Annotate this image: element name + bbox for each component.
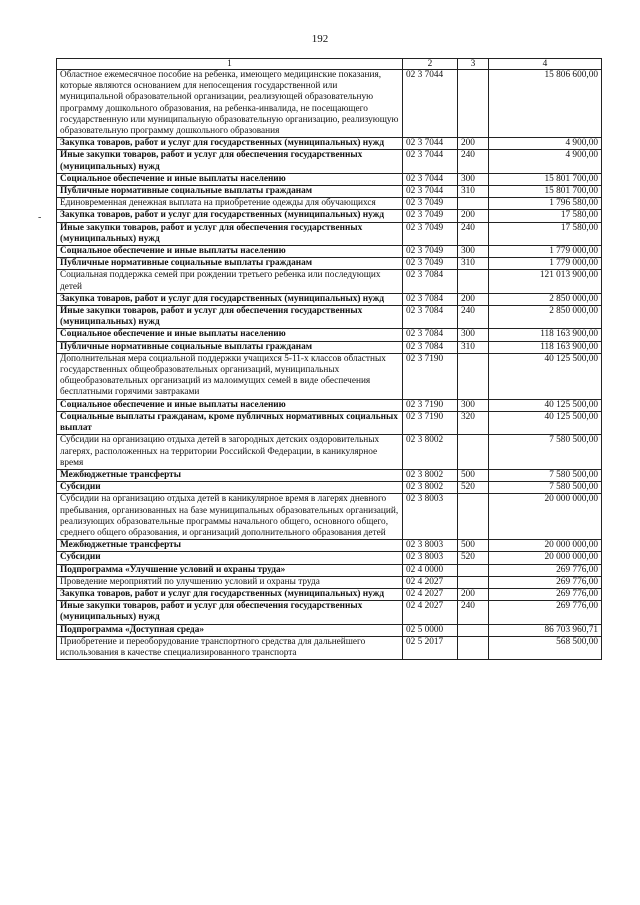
table-row (57, 494, 602, 540)
row-amount: 269 776,00 (489, 588, 602, 600)
table-row (57, 138, 602, 150)
row-name: Публичные нормативные социальные выплаты гражданам (57, 258, 403, 270)
row-name: Социальное обеспечение и иные выплаты населению (57, 173, 403, 185)
row-amount: 269 776,00 (489, 576, 602, 588)
table-row (57, 482, 602, 494)
row-type (458, 198, 489, 210)
row-code: 02 3 7044 (403, 70, 458, 138)
row-type: 500 (458, 469, 489, 481)
row-amount: 1 779 000,00 (489, 246, 602, 258)
row-code: 02 3 7190 (403, 399, 458, 411)
table-row (57, 588, 602, 600)
row-amount: 20 000 000,00 (489, 540, 602, 552)
row-name: Социальные выплаты гражданам, кроме публичных нормативных социальных выплат (57, 411, 403, 434)
table-row (57, 353, 602, 399)
header-col-2: 2 (403, 59, 458, 70)
table-row (57, 198, 602, 210)
row-name: Социальное обеспечение и иные выплаты населению (57, 246, 403, 258)
row-name: Единовременная денежная выплата на приобретение одежды для обучающихся (57, 198, 403, 210)
row-name: Закупка товаров, работ и услуг для государственных (муниципальных) нужд (57, 210, 403, 222)
row-name: Закупка товаров, работ и услуг для государственных (муниципальных) нужд (57, 293, 403, 305)
row-name: Иные закупки товаров, работ и услуг для обеспечения государственных (муниципальных) нужд (57, 222, 403, 245)
row-name: Иные закупки товаров, работ и услуг для обеспечения государственных (муниципальных) нужд (57, 306, 403, 329)
row-name: Межбюджетные трансферты (57, 540, 403, 552)
row-amount: 7 580 500,00 (489, 482, 602, 494)
row-name: Закупка товаров, работ и услуг для государственных (муниципальных) нужд (57, 138, 403, 150)
table-body (57, 70, 602, 660)
row-name: Субсидии на организацию отдыха детей в каникулярное время в лагерях дневного пребывания, организованных на базе муниципальных образовательных организаций, реализующих образовательные программы начального общего, основного общего, среднего общего образования, и организаций дополнительного образования детей (57, 494, 403, 540)
row-code: 02 3 7190 (403, 353, 458, 399)
row-amount: 568 500,00 (489, 636, 602, 659)
row-amount: 17 580,00 (489, 222, 602, 245)
row-name: Межбюджетные трансферты (57, 469, 403, 481)
row-code: 02 3 8003 (403, 540, 458, 552)
row-amount: 15 801 700,00 (489, 186, 602, 198)
row-code: 02 4 2027 (403, 588, 458, 600)
row-name: Публичные нормативные социальные выплаты гражданам (57, 341, 403, 353)
row-type: 520 (458, 482, 489, 494)
row-type: 240 (458, 601, 489, 624)
row-name: Приобретение и переоборудование транспортного средства для дальнейшего использования в качестве специализированного транспорта (57, 636, 403, 659)
margin-mark: - (38, 212, 42, 223)
row-code: 02 3 8002 (403, 469, 458, 481)
row-type (458, 270, 489, 293)
row-code: 02 3 7084 (403, 306, 458, 329)
row-name: Дополнительная мера социальной поддержки учащихся 5-11-х классов областных государственных общеобразовательных организаций, муниципальных общеобразовательных организаций из малоимущих семей в виде обеспечения бесплатными горячими завтраками (57, 353, 403, 399)
row-code: 02 3 7044 (403, 150, 458, 173)
row-code: 02 3 7084 (403, 270, 458, 293)
row-type: 300 (458, 173, 489, 185)
row-code: 02 3 7084 (403, 341, 458, 353)
row-code: 02 3 7190 (403, 411, 458, 434)
row-type (458, 624, 489, 636)
row-code: 02 3 7049 (403, 246, 458, 258)
row-code: 02 3 7049 (403, 210, 458, 222)
table-row (57, 186, 602, 198)
row-amount: 40 125 500,00 (489, 353, 602, 399)
row-amount: 269 776,00 (489, 601, 602, 624)
table-row (57, 270, 602, 293)
row-type: 200 (458, 293, 489, 305)
table-row (57, 601, 602, 624)
row-amount: 121 013 900,00 (489, 270, 602, 293)
row-code: 02 5 0000 (403, 624, 458, 636)
table-row (57, 222, 602, 245)
row-code: 02 3 8002 (403, 435, 458, 470)
row-amount: 86 703 960,71 (489, 624, 602, 636)
row-name: Закупка товаров, работ и услуг для государственных (муниципальных) нужд (57, 588, 403, 600)
row-code: 02 3 7044 (403, 138, 458, 150)
row-type: 300 (458, 399, 489, 411)
table-row (57, 258, 602, 270)
row-amount: 40 125 500,00 (489, 411, 602, 434)
row-amount: 17 580,00 (489, 210, 602, 222)
row-name: Субсидии на организацию отдыха детей в загородных детских оздоровительных лагерях, расположенных на территории Российской Федерации, в каникулярное время (57, 435, 403, 470)
row-type: 200 (458, 138, 489, 150)
table-row (57, 306, 602, 329)
row-type (458, 636, 489, 659)
row-amount: 7 580 500,00 (489, 435, 602, 470)
row-code: 02 3 7044 (403, 173, 458, 185)
row-code: 02 3 8003 (403, 494, 458, 540)
row-type: 310 (458, 258, 489, 270)
row-type: 310 (458, 186, 489, 198)
row-amount: 15 801 700,00 (489, 173, 602, 185)
table-row (57, 173, 602, 185)
row-type: 240 (458, 150, 489, 173)
row-code: 02 4 2027 (403, 601, 458, 624)
row-amount: 2 850 000,00 (489, 293, 602, 305)
row-type (458, 435, 489, 470)
row-amount: 118 163 900,00 (489, 341, 602, 353)
table-row (57, 469, 602, 481)
table-row (57, 411, 602, 434)
row-code: 02 3 8002 (403, 482, 458, 494)
row-type: 520 (458, 552, 489, 564)
row-type: 310 (458, 341, 489, 353)
row-type: 300 (458, 246, 489, 258)
row-name: Субсидии (57, 552, 403, 564)
row-name: Социальное обеспечение и иные выплаты населению (57, 329, 403, 341)
row-type: 240 (458, 306, 489, 329)
row-code: 02 3 7084 (403, 329, 458, 341)
table-row (57, 435, 602, 470)
row-amount: 4 900,00 (489, 138, 602, 150)
row-name: Подпрограмма «Улучшение условий и охраны труда» (57, 564, 403, 576)
row-type: 200 (458, 588, 489, 600)
row-type (458, 70, 489, 138)
row-code: 02 3 7049 (403, 198, 458, 210)
row-code: 02 4 0000 (403, 564, 458, 576)
row-amount: 2 850 000,00 (489, 306, 602, 329)
table-row (57, 624, 602, 636)
row-amount: 1 779 000,00 (489, 258, 602, 270)
row-code: 02 5 2017 (403, 636, 458, 659)
row-amount: 40 125 500,00 (489, 399, 602, 411)
row-name: Социальная поддержка семей при рождении третьего ребенка или последующих детей (57, 270, 403, 293)
row-type (458, 576, 489, 588)
row-name: Иные закупки товаров, работ и услуг для обеспечения государственных (муниципальных) нужд (57, 150, 403, 173)
row-name: Публичные нормативные социальные выплаты гражданам (57, 186, 403, 198)
table-row (57, 399, 602, 411)
row-amount: 4 900,00 (489, 150, 602, 173)
table-row (57, 70, 602, 138)
row-type: 300 (458, 329, 489, 341)
table-row (57, 246, 602, 258)
row-code: 02 4 2027 (403, 576, 458, 588)
row-amount: 269 776,00 (489, 564, 602, 576)
row-name: Иные закупки товаров, работ и услуг для обеспечения государственных (муниципальных) нужд (57, 601, 403, 624)
page-number: 192 (311, 33, 329, 45)
table-row (57, 341, 602, 353)
row-name: Областное ежемесячное пособие на ребенка, имеющего медицинские показания, которые являются основанием для непосещения государственной или муниципальной образовательной организации, реализующей образовательную программу дошкольного образования, на ребенка-инвалида, не посещающего государственную или муниципальную образовательную организацию, реализующую образовательную программу дошкольного образования (57, 70, 403, 138)
table-row (57, 636, 602, 659)
table-row (57, 150, 602, 173)
row-type: 200 (458, 210, 489, 222)
row-type (458, 494, 489, 540)
header-col-3: 3 (458, 59, 489, 70)
row-amount: 20 000 000,00 (489, 494, 602, 540)
header-col-1: 1 (57, 59, 403, 70)
row-code: 02 3 7049 (403, 258, 458, 270)
row-amount: 15 806 600,00 (489, 70, 602, 138)
table-row (57, 552, 602, 564)
row-code: 02 3 7084 (403, 293, 458, 305)
row-name: Субсидии (57, 482, 403, 494)
table-header-row (57, 59, 602, 70)
row-amount: 7 580 500,00 (489, 469, 602, 481)
row-name: Подпрограмма «Доступная среда» (57, 624, 403, 636)
table-row (57, 564, 602, 576)
row-type: 320 (458, 411, 489, 434)
row-amount: 20 000 000,00 (489, 552, 602, 564)
row-type: 500 (458, 540, 489, 552)
row-amount: 1 796 580,00 (489, 198, 602, 210)
table-row (57, 329, 602, 341)
table-row (57, 540, 602, 552)
row-code: 02 3 8003 (403, 552, 458, 564)
row-amount: 118 163 900,00 (489, 329, 602, 341)
row-code: 02 3 7044 (403, 186, 458, 198)
row-type (458, 353, 489, 399)
row-code: 02 3 7049 (403, 222, 458, 245)
row-type (458, 564, 489, 576)
table-row (57, 576, 602, 588)
header-col-4: 4 (489, 59, 602, 70)
budget-table (56, 58, 602, 660)
row-name: Проведение мероприятий по улучшению условий и охраны труда (57, 576, 403, 588)
row-type: 240 (458, 222, 489, 245)
row-name: Социальное обеспечение и иные выплаты населению (57, 399, 403, 411)
table-row (57, 293, 602, 305)
table-row (57, 210, 602, 222)
